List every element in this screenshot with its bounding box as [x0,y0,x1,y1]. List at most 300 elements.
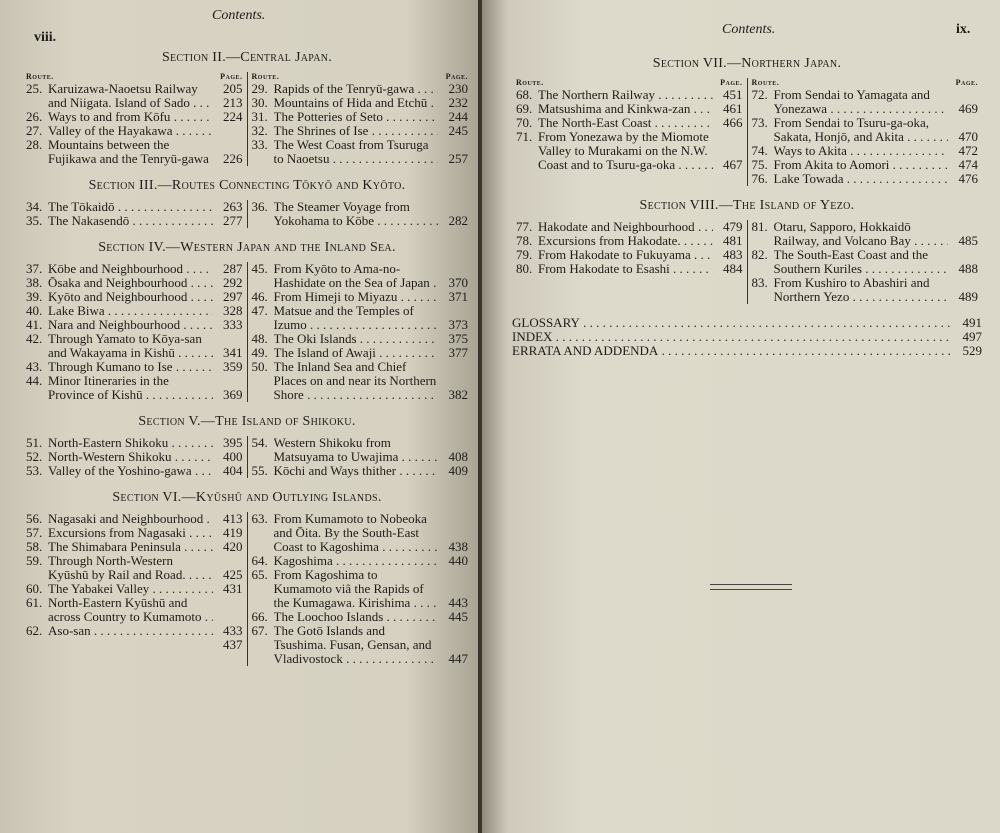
route-number: 29. [251,81,268,96]
toc-entry [252,96,469,110]
route-number: 37. [26,261,43,276]
page-number: 370 [448,275,468,290]
page-number: 474 [958,157,978,172]
route-number: 69. [516,101,533,116]
route-column [22,262,247,402]
route-number: 41. [26,317,43,332]
toc-entry [252,332,469,346]
route-title: The Inland Sea and Chief Places on and near its Northern Shore . . . [274,360,439,402]
toc-entry [26,332,243,360]
page-number: 470 [958,129,978,144]
toc-entry [26,512,243,526]
route-number: 61. [26,595,43,610]
page-contents [512,56,982,358]
route-number: 72. [751,87,768,102]
route-number: 40. [26,303,43,318]
page-label: Page. [720,78,743,87]
toc-entry [252,304,469,332]
column-header [516,78,743,88]
toc-entry [252,82,469,96]
page-number: 469 [958,101,978,116]
route-title: From Yonezawa by the Miomote Valley to Murakami on the N.W. Coast and to Tsuru-ga-oka . . . [538,130,713,172]
route-number: 28. [26,137,43,152]
route-number: 56. [26,511,43,526]
route-title: Through Kumano to Ise . . . [48,360,213,374]
left-page [0,0,478,833]
page-folio: ix. [956,22,971,37]
route-column [512,78,747,172]
toc-entry [252,464,469,478]
toc-entry [516,234,743,248]
toc-section [22,50,472,166]
route-number: 27. [26,123,43,138]
page-number: 263 [223,199,243,214]
route-title: Kagoshima . . . [274,554,439,568]
section-title: Section VIII.—The Island of Yezo. [639,198,855,213]
route-title: From Kushiro to Abashiri and Northern Yezo . . . [774,276,949,304]
page-number: 395 [223,435,243,450]
toc-entry [26,82,243,110]
route-column [247,436,473,478]
route-label: Route. [516,78,544,87]
route-title: Lake Towada . . . [774,172,949,186]
toc-entry [252,610,469,624]
page-number: 277 [223,213,243,228]
route-number: 49. [251,345,268,360]
route-number: 71. [516,129,533,144]
toc-entry [26,624,243,652]
page-number: 461 [723,101,743,116]
page-number: 409 [448,463,468,478]
route-title: The Oki Islands . . . [274,332,439,346]
toc-entry [252,110,469,124]
route-title: From Hakodate to Fukuyama . . . [538,248,713,262]
page-number: 377 [448,345,468,360]
route-number: 51. [26,435,43,450]
route-column [247,262,473,402]
route-number: 76. [751,171,768,186]
toc-entry [752,158,979,172]
toc-entry [26,450,243,464]
route-number: 48. [251,331,268,346]
running-head: Contents. [212,8,266,23]
route-number: 55. [251,463,268,478]
page-number: 359 [223,359,243,374]
column-header [752,78,979,88]
route-number: 42. [26,331,43,346]
route-title: From Sendai to Tsuru-ga-oka, Sakata, Honjō, and Akita . . . [774,116,949,144]
route-title: Matsushima and Kinkwa-zan . . . [538,102,713,116]
route-title: From Kyōto to Ama-no-Hashidate on the Sea of Japan . . . [274,262,439,290]
route-title: Ways to and from Kōfu . . . [48,110,213,124]
page-contents [22,50,472,678]
route-title: Excursions from Hakodate. . . . [538,234,713,248]
route-title: The Shrines of Ise . . . [274,124,439,138]
page-number: 382 [448,387,468,402]
column-header [252,72,469,82]
page-number: 369 [223,387,243,402]
route-number: 79. [516,247,533,262]
toc-entry [26,318,243,332]
route-number: 70. [516,115,533,130]
toc-entry [26,554,243,582]
route-title: North-Eastern Shikoku . . . [48,436,213,450]
route-number: 74. [751,143,768,158]
page-number: 483 [723,247,743,262]
toc-entry [516,220,743,234]
toc-section [512,198,982,304]
route-title: Lake Biwa . . . [48,304,213,318]
toc-entry [752,172,979,186]
page-number: 488 [958,261,978,276]
toc-entry [752,276,979,304]
toc-entry [252,262,469,290]
toc-entry [26,200,243,214]
page-number: 479 [723,219,743,234]
toc-entry [26,436,243,450]
route-title: From Kagoshima to Kumamoto viâ the Rapids of the Kumagawa. Kirishima . . . [274,568,439,610]
route-title: Matsue and the Temples of Izumo . . . [274,304,439,332]
route-title: Minor Itineraries in the Province of Kishū . . . [48,374,213,402]
page-label: Page. [445,72,468,81]
toc-entry [516,88,743,102]
page-number: 484 [723,261,743,276]
toc-entry [26,138,243,166]
route-number: 54. [251,435,268,450]
route-title: The Tōkaidō . . . [48,200,213,214]
toc-entry [252,624,469,666]
section-title: Section V.—The Island of Shikoku. [138,414,356,429]
route-number: 82. [751,247,768,262]
route-title: Mountains between the Fujikawa and the Tenryū-gawa . . . [48,138,213,166]
decorative-double-rule [710,584,792,590]
route-number: 63. [251,511,268,526]
page-number: 333 [223,317,243,332]
route-title: Valley of the Hayakawa . . . [48,124,213,138]
route-number: 68. [516,87,533,102]
toc-entry [516,116,743,130]
route-column [22,512,247,652]
route-title: Hakodate and Neighbourhood . . . [538,220,713,234]
page-number: 425 [223,567,243,582]
route-title: The Steamer Voyage from Yokohama to Kōbe . . . [274,200,439,228]
section-columns [22,512,472,666]
back-matter-title: GLOSSARY . . . [512,316,952,330]
route-title: The Potteries of Seto . . . [274,110,439,124]
route-title: The Island of Awaji . . . [274,346,439,360]
page-number: 466 [723,115,743,130]
route-column [747,220,983,304]
toc-entry [252,138,469,166]
toc-section [22,240,472,402]
route-title: Western Shikoku from Matsuyama to Uwajima . . . [274,436,439,464]
route-number: 53. [26,463,43,478]
route-title: The Gotō Islands and Tsushima. Fusan, Gensan, and Vladivostock . . . [274,624,439,666]
section-columns [22,72,472,166]
route-number: 75. [751,157,768,172]
page-number: 451 [723,87,743,102]
page-number: 224 [223,109,243,124]
route-title: The Northern Railway . . . [538,88,713,102]
toc-entry [752,116,979,144]
page-number: 529 [962,343,982,358]
route-number: 80. [516,261,533,276]
route-number: 77. [516,219,533,234]
route-number: 25. [26,81,43,96]
toc-entry [26,276,243,290]
page-number: 341 [223,345,243,360]
route-number: 57. [26,525,43,540]
page-label: Page. [220,72,243,81]
route-title: Kōbe and Neighbourhood . . . [48,262,213,276]
toc-entry [752,144,979,158]
page-number: 445 [448,609,468,624]
route-number: 44. [26,373,43,388]
route-column [512,220,747,276]
page-number: 431 [223,581,243,596]
route-title: The Shimabara Peninsula . . . [48,540,213,554]
route-column [22,436,247,478]
page-number: 447 [448,651,468,666]
route-number: 47. [251,303,268,318]
route-number: 67. [251,623,268,638]
back-matter-entry [512,330,982,344]
route-number: 52. [26,449,43,464]
route-title: Excursions from Nagasaki . . . [48,526,213,540]
toc-entry [252,346,469,360]
page-number: 205 213 [223,81,243,110]
route-title: The West Coast from Tsuruga to Naoetsu . . . [274,138,439,166]
page-number: 404 [223,463,243,478]
toc-entry [26,290,243,304]
section-title: Section VII.—Northern Japan. [652,56,842,71]
toc-entry [26,596,243,624]
route-title: Kyōto and Neighbourhood . . . [48,290,213,304]
page-label: Page. [955,78,978,87]
route-column [247,512,473,666]
route-number: 33. [251,137,268,152]
route-title: North-Eastern Kyūshū and across Country to Kumamoto . . . [48,596,213,624]
toc-section [22,490,472,666]
toc-entry [516,130,743,172]
toc-entry [26,124,243,138]
route-number: 64. [251,553,268,568]
page-number: 408 [448,449,468,464]
column-header [26,72,243,82]
route-column [22,200,247,228]
route-title: Aso-san . . . [48,624,213,652]
route-title: Nara and Neighbourhood . . . [48,318,213,332]
page-number: 257 [448,151,468,166]
section-title: Section VI.—Kyūshū and Outlying Islands. [112,490,382,505]
toc-entry [252,436,469,464]
page-number: 443 [448,595,468,610]
route-number: 78. [516,233,533,248]
toc-entry [26,110,243,124]
route-title: Valley of the Yoshino-gawa . . . [48,464,213,478]
route-number: 30. [251,95,268,110]
route-title: Through North-Western Kyūshū by Rail and Road. . . . [48,554,213,582]
route-number: 39. [26,289,43,304]
page-number: 472 [958,143,978,158]
page-number: 438 [448,539,468,554]
toc-entry [252,554,469,568]
page-number: 419 [223,525,243,540]
back-matter-title: INDEX . . . [512,330,952,344]
route-title: North-Western Shikoku . . . [48,450,213,464]
page-number: 491 [962,315,982,330]
page-number: 420 [223,539,243,554]
route-title: Ōsaka and Neighbourhood . . . [48,276,213,290]
route-number: 43. [26,359,43,374]
route-number: 81. [751,219,768,234]
route-title: From Hakodate to Esashi . . . [538,262,713,276]
route-number: 31. [251,109,268,124]
page-number: 230 [448,81,468,96]
route-title: The Yabakei Valley . . . [48,582,213,596]
route-label: Route. [251,72,280,81]
section-title: Section IV.—Western Japan and the Inland Sea. [98,240,396,255]
route-number: 62. [26,623,43,638]
toc-entry [26,464,243,478]
page-number: 489 [958,289,978,304]
page-number: 292 [223,275,243,290]
back-matter [512,316,982,358]
route-number: 32. [251,123,268,138]
section-columns [512,220,982,304]
route-number: 50. [251,359,268,374]
route-title: The North-East Coast . . . [538,116,713,130]
toc-entry [252,568,469,610]
route-column [247,200,473,228]
page-number: 485 [958,233,978,248]
page-number: 328 [223,303,243,318]
page-number: 287 [223,261,243,276]
page-number: 497 [962,329,982,344]
running-head: Contents. [722,22,776,37]
toc-entry [26,304,243,318]
route-number: 34. [26,199,43,214]
back-matter-title: ERRATA AND ADDENDA . . . [512,344,952,358]
section-title: Section II.—Central Japan. [161,50,333,65]
route-column [22,72,247,166]
route-number: 58. [26,539,43,554]
page-number: 226 [223,151,243,166]
route-title: From Kumamoto to Nobeoka and Ōita. By the South-East Coast to Kagoshima . . . [274,512,439,554]
page-number: 481 [723,233,743,248]
toc-section [22,414,472,478]
page-number: 400 [223,449,243,464]
route-title: Karuizawa-Naoetsu Railway and Niigata. Island of Sado . . . [48,82,213,110]
page-number: 375 [448,331,468,346]
page-number: 413 [223,511,243,526]
route-number: 36. [251,199,268,214]
page-number: 440 [448,553,468,568]
route-number: 73. [751,115,768,130]
route-title: Otaru, Sapporo, Hokkaidō Railway, and Volcano Bay . . . [774,220,949,248]
right-page [482,0,1000,833]
toc-entry [516,262,743,276]
route-number: 35. [26,213,43,228]
route-number: 60. [26,581,43,596]
toc-entry [26,374,243,402]
page-number: 282 [448,213,468,228]
toc-entry [752,88,979,116]
toc-entry [252,200,469,228]
page-number: 297 [223,289,243,304]
toc-entry [26,526,243,540]
page-folio: viii. [34,30,57,45]
toc-entry [26,262,243,276]
page-number: 476 [958,171,978,186]
back-matter-entry [512,316,982,330]
toc-entry [752,220,979,248]
route-number: 65. [251,567,268,582]
route-title: The South-East Coast and the Southern Kuriles . . . [774,248,949,276]
toc-entry [252,290,469,304]
route-number: 38. [26,275,43,290]
route-title: Nagasaki and Neighbourhood . . . [48,512,213,526]
toc-entry [26,360,243,374]
route-title: From Himeji to Miyazu . . . [274,290,439,304]
toc-entry [516,102,743,116]
toc-section [22,178,472,228]
section-columns [22,262,472,402]
toc-entry [26,214,243,228]
route-title: Mountains of Hida and Etchū . . . [274,96,439,110]
toc-entry [252,360,469,402]
route-column [247,72,473,166]
route-number: 66. [251,609,268,624]
route-title: Kōchi and Ways thither . . . [274,464,439,478]
route-title: Ways to Akita . . . [774,144,949,158]
page-number: 245 [448,123,468,138]
section-columns [512,78,982,186]
toc-entry [516,248,743,262]
page-number: 232 [448,95,468,110]
toc-entry [252,512,469,554]
route-number: 45. [251,261,268,276]
section-title: Section III.—Routes Connecting Tōkyō and Kyōto. [88,178,406,193]
section-columns [22,200,472,228]
page-number: 433 437 [223,623,243,652]
route-title: Rapids of the Tenryū-gawa . . . [274,82,439,96]
page-number: 467 [723,157,743,172]
route-title: The Nakasendō . . . [48,214,213,228]
route-title: From Sendai to Yamagata and Yonezawa . . . [774,88,949,116]
page-number: 371 [448,289,468,304]
section-columns [22,436,472,478]
route-label: Route. [751,78,780,87]
page-number: 244 [448,109,468,124]
route-number: 59. [26,553,43,568]
toc-section [512,56,982,186]
route-number: 46. [251,289,268,304]
toc-entry [752,248,979,276]
route-title: Through Yamato to Kōya-san and Wakayama in Kishū . . . [48,332,213,360]
route-label: Route. [26,72,54,81]
toc-entry [26,582,243,596]
route-number: 26. [26,109,43,124]
route-number: 83. [751,275,768,290]
route-title: From Akita to Aomori . . . [774,158,949,172]
toc-entry [252,124,469,138]
route-title: The Loochoo Islands . . . [274,610,439,624]
back-matter-entry [512,344,982,358]
page-number: 373 [448,317,468,332]
toc-entry [26,540,243,554]
route-column [747,78,983,186]
